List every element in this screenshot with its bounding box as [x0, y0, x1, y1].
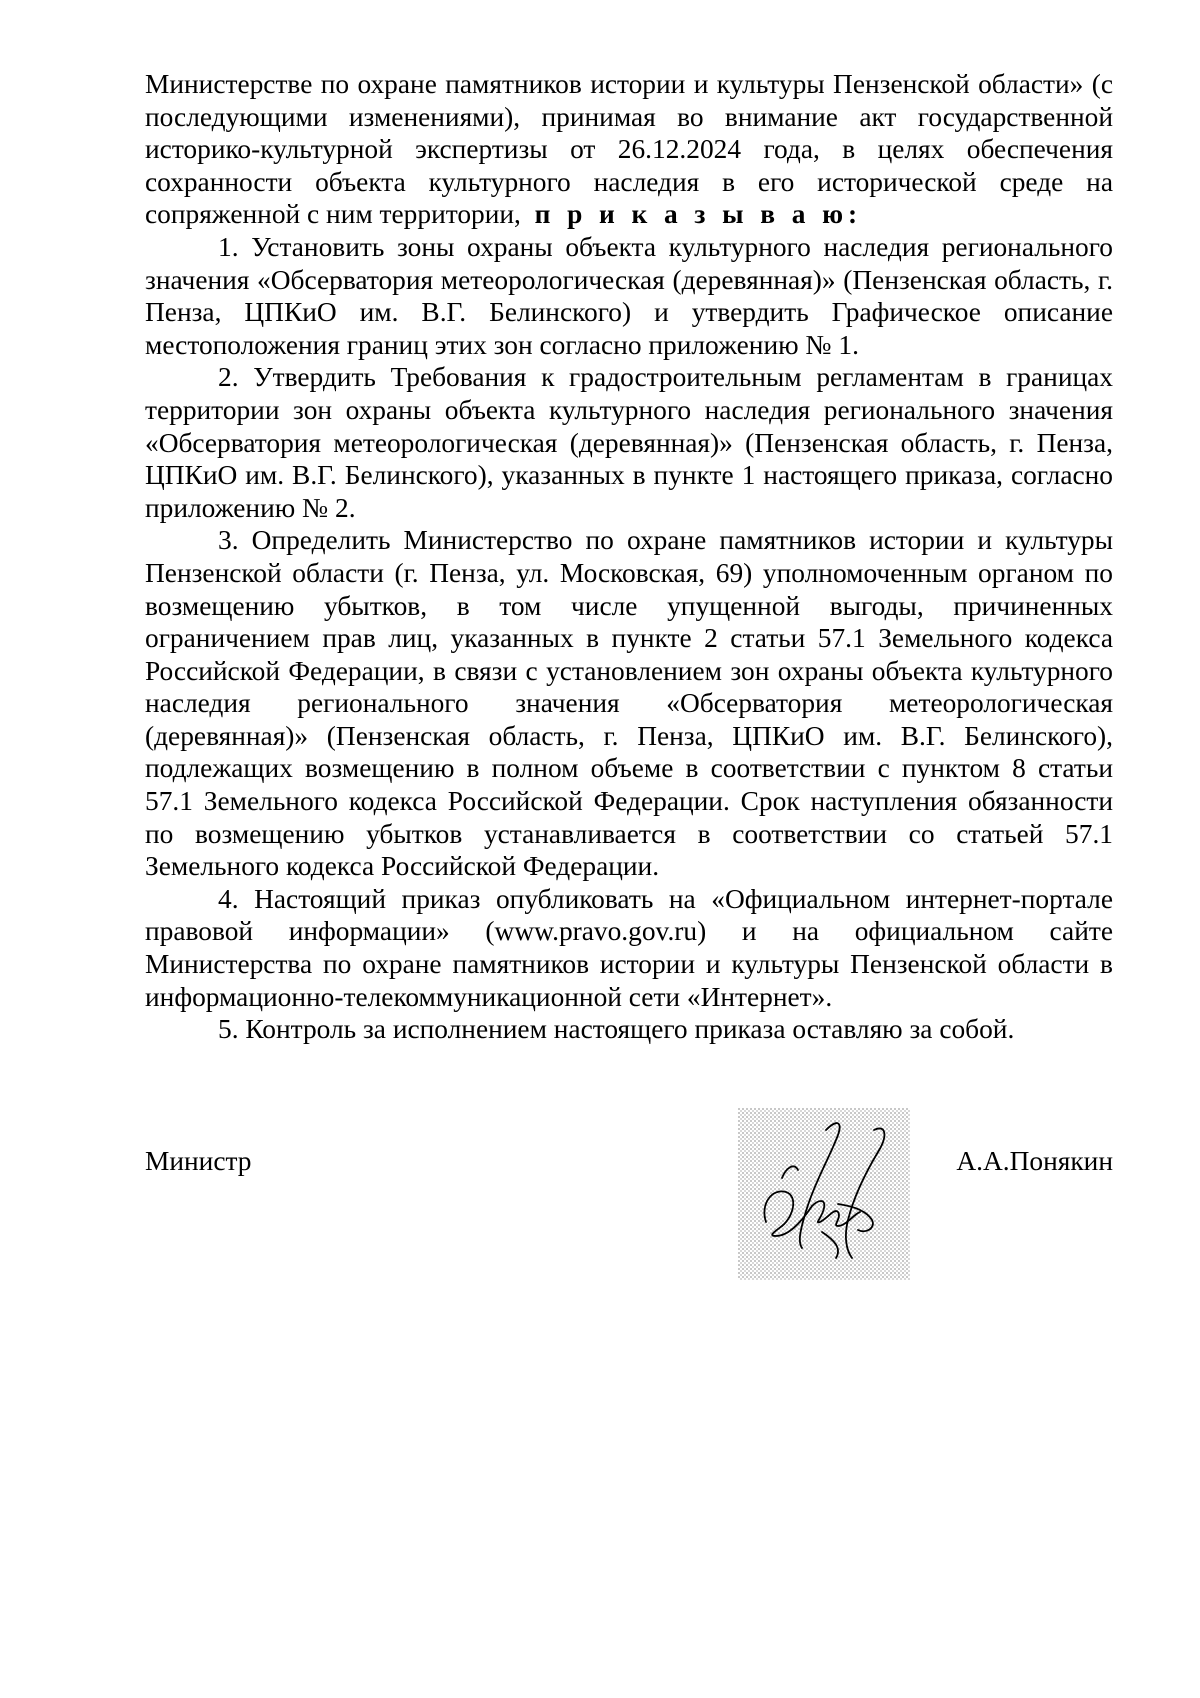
- order-item-5: 5. Контроль за исполнением настоящего приказа оставляю за собой.: [218, 1014, 1015, 1045]
- document-body: [145, 68, 1113, 1046]
- order-keyword: п р и к а з ы в а ю:: [534, 199, 863, 230]
- signatory-name: А.А.Понякин: [956, 1146, 1113, 1176]
- intro-lead-text: Министерстве по охране памятников истории и культуры Пензенской области» (с последующими изменениями), принимая во внимание акт государственной историко-культурной экспертизы от 26.12.2024 года, в целях обеспечения сохранности объекта культурного наследия в его исторической среде на сопряженной с ним территории,: [145, 69, 1113, 230]
- intro-paragraph: [145, 68, 1113, 231]
- handwritten-signature: [738, 1108, 910, 1280]
- order-item-3: 3. Определить Министерство по охране памятников истории и культуры Пензенской области (г. Пенза, ул. Московская, 69) уполномоченным органом по возмещению убытков, в том числе упущенной выгоды, причиненных ограничением прав лиц, указанных в пункте 2 статьи 57.1 Земельного кодекса Российской Федерации, в связи с установлением зон охраны объекта культурного наследия регионального значения «Обсерватория метеорологическая (деревянная)» (Пензенская область, г. Пенза, ЦПКиО им. В.Г. Белинского), подлежащих возмещению в полном объеме в соответствии с пунктом 8 статьи 57.1 Земельного кодекса Российской Федерации. Срок наступления обязанности по возмещению убытков устанавливается в соответствии со статьей 57.1 Земельного кодекса Российской Федерации.: [145, 525, 1113, 882]
- order-item-2: 2. Утвердить Требования к градостроительным регламентам в границах территории зон охраны объекта культурного наследия регионального значения «Обсерватория метеорологическая (деревянная)» (Пензенская область, г. Пенза, ЦПКиО им. В.Г. Белинского), указанных в пункте 1 настоящего приказа, согласно приложению № 2.: [145, 362, 1113, 523]
- order-item-4: 4. Настоящий приказ опубликовать на «Официальном интернет-портале правовой информации» (www.pravo.gov.ru) и на официальном сайте Министерства по охране памятников истории и культуры Пензенской области в информационно-телекоммуникационной сети «Интернет».: [145, 883, 1113, 1012]
- signatory-title: Министр: [145, 1146, 252, 1176]
- order-item-1: 1. Установить зоны охраны объекта культурного наследия регионального значения «Обсерватория метеорологическая (деревянная)» (Пензенская область, г. Пенза, ЦПКиО им. В.Г. Белинского) и утвердить Графическое описание местоположения границ этих зон согласно приложению № 1.: [145, 231, 1113, 360]
